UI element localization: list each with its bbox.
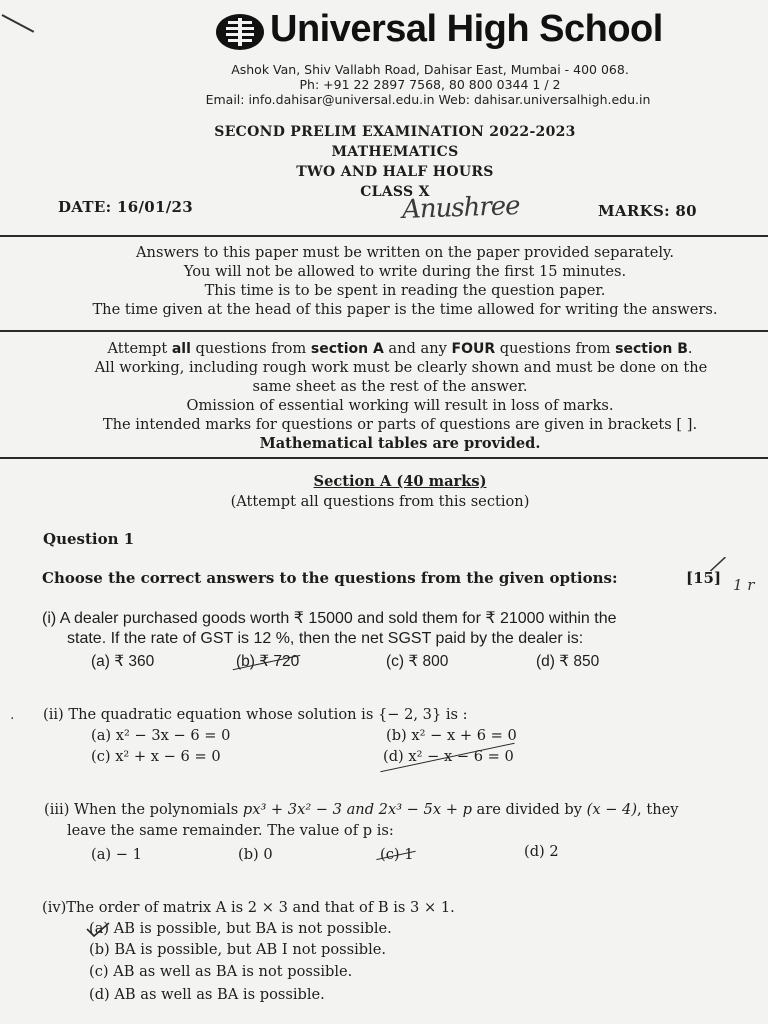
question-text: (i) A dealer purchased goods worth ₹ 15000 and sold them for ₹ 21000 within the [42,610,617,627]
option-d: (d) ₹ 850 [536,653,600,670]
question-text: (iv)The order of matrix A is 2 × 3 and that of B is 3 × 1. [42,899,455,916]
option-b: (b) x² − x + 6 = 0 [386,727,517,744]
section-instruction: same sheet as the rest of the answer. [252,378,528,395]
general-instruction: Answers to this paper must be written on the paper provided separately. [136,244,674,261]
school-address: Ashok Van, Shiv Vallabh Road, Dahisar East, Mumbai - 400 068. [231,62,629,77]
exam-duration: TWO AND HALF HOURS [296,164,494,180]
option-c: (c) x² + x − 6 = 0 [91,748,221,765]
school-name: Universal High School [270,8,663,50]
option-a-selected: (a) AB is possible, but BA is not possible. [89,920,392,937]
section-instruction-tables: Mathematical tables are provided. [259,435,541,452]
section-instruction: The intended marks for questions or parts of questions are given in brackets [ ]. [102,416,698,433]
question-text: (ii) The quadratic equation whose solution is {− 2, 3} is : [43,706,468,723]
option-a: (a) x² − 3x − 6 = 0 [91,727,231,744]
option-c: (c) AB as well as BA is not possible. [89,963,353,980]
school-logo-icon [214,12,266,52]
exam-subject: MATHEMATICS [331,144,459,160]
question-text: state. If the rate of GST is 12 %, then the net SGST paid by the dealer is: [67,630,584,647]
exam-date: DATE: 16/01/23 [58,198,193,216]
question-text: leave the same remainder. The value of p is: [67,822,394,839]
school-phone: Ph: +91 22 2897 7568, 80 800 0344 1 / 2 [299,77,561,92]
section-instruction: All working, including rough work must be clearly shown and must be done on the [94,359,708,376]
section-a-title: Section A (40 marks) [313,473,487,490]
question-text: (iii) When the polynomials px³ + 3x² − 3 and 2x³ − 5x + p are divided by (x − 4), they [44,801,679,818]
handwritten-signature: Anushree [401,190,521,226]
question-instruction: Choose the correct answers to the questions from the given options: [42,569,618,587]
general-instruction: You will not be allowed to write during the first 15 minutes. [183,263,627,280]
option-c-selected: (c) 1 [380,846,414,863]
pen-mark [2,14,35,33]
exam-class: CLASS X [360,184,430,200]
handwritten-score: 1 r [733,576,755,594]
exam-marks: MARKS: 80 [598,202,697,220]
section-instruction: Omission of essential working will result in loss of marks. [186,397,614,414]
section-instruction: Attempt all questions from section A and any FOUR questions from section B. [107,340,693,357]
general-instruction: The time given at the head of this paper is the time allowed for writing the answers. [92,301,718,318]
question-marks: [15] [686,569,722,587]
option-b: (b) 0 [238,846,273,863]
exam-title: SECOND PRELIM EXAMINATION 2022-2023 [214,124,576,140]
option-b-selected: (b) ₹ 720 [236,653,300,670]
option-a: (a) − 1 [91,846,142,863]
option-d: (d) AB as well as BA is possible. [89,986,325,1003]
option-a: (a) ₹ 360 [91,653,155,670]
option-d: (d) 2 [524,843,559,860]
general-instruction: This time is to be spent in reading the question paper. [204,282,606,299]
school-email-web: Email: info.dahisar@universal.edu.in Web: dahisar.universalhigh.edu.in [205,92,651,107]
handwritten-score: / [709,551,726,578]
check-mark-icon [86,921,110,939]
question-heading: Question 1 [43,530,135,548]
divider [0,330,768,332]
pen-dot: · [10,711,15,727]
divider [0,457,768,459]
option-c: (c) ₹ 800 [386,653,449,670]
divider [0,235,768,237]
option-b: (b) BA is possible, but AB I not possible. [89,941,387,958]
option-d-selected: (d) x² − x − 6 = 0 [383,748,514,765]
section-a-subtitle: (Attempt all questions from this section) [230,493,530,510]
